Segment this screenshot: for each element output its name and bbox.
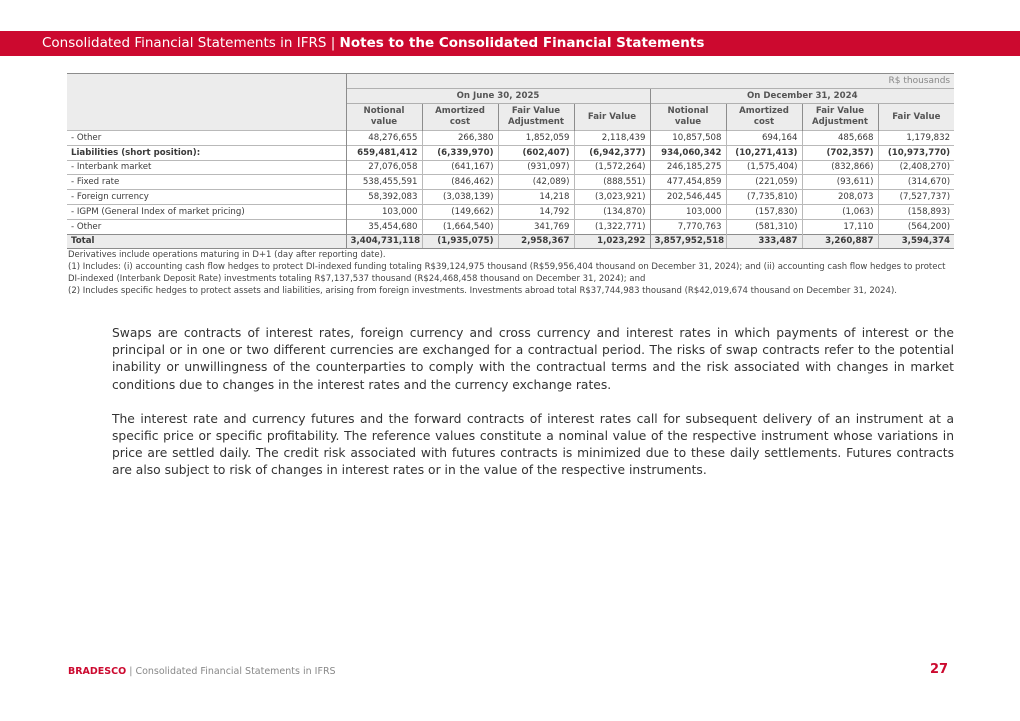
- cell-value: (564,200): [878, 219, 954, 234]
- header-title-bold: Notes to the Consolidated Financial Statements: [339, 35, 705, 51]
- cell-value: (1,575,404): [726, 160, 802, 175]
- cell-value: 694,164: [726, 131, 802, 146]
- cell-value: (1,935,075): [422, 234, 498, 249]
- cell-value: 27,076,058: [346, 160, 422, 175]
- column-header: Amortized cost: [422, 104, 498, 131]
- cell-value: 3,260,887: [802, 234, 878, 249]
- table-corner: [67, 74, 346, 131]
- cell-value: 477,454,859: [650, 175, 726, 190]
- cell-value: (581,310): [726, 219, 802, 234]
- cell-value: (1,572,264): [574, 160, 650, 175]
- cell-value: 14,792: [498, 204, 574, 219]
- footer-text: Consolidated Financial Statements in IFRS: [135, 666, 336, 677]
- table-body: [67, 131, 954, 249]
- page-title: [42, 35, 704, 51]
- cell-value: (221,059): [726, 175, 802, 190]
- period-header-1: On June 30, 2025: [346, 89, 650, 104]
- cell-value: (846,462): [422, 175, 498, 190]
- column-header: Notional value: [346, 104, 422, 131]
- cell-value: 48,276,655: [346, 131, 422, 146]
- paragraph: Swaps are contracts of interest rates, foreign currency and cross currency and interest rates in which payments of interest or the principal or in one or two different currencies are exchanged for a contractual period. The risks of swap contracts refer to the potential inability or unwillingness of the counterparties to comply with the contractual terms and the risk associated with changes in market conditions due to changes in the interest rates and the currency exchange rates.: [112, 326, 954, 392]
- cell-value: (158,893): [878, 204, 954, 219]
- table-row: [67, 204, 954, 219]
- column-header: Notional value: [650, 104, 726, 131]
- cell-value: (93,611): [802, 175, 878, 190]
- cell-value: (7,527,737): [878, 190, 954, 205]
- cell-value: (157,830): [726, 204, 802, 219]
- cell-value: 3,857,952,518: [650, 234, 726, 249]
- row-label: - IGPM (General Index of market pricing): [67, 204, 346, 219]
- cell-value: (6,339,970): [422, 145, 498, 160]
- note-text: (1) Includes: (i) accounting cash flow hedges to protect DI-indexed funding totaling R$39,124,975 thousand (R$59,956,404 thousand on December 31, 2024); and (ii) accounting cash flow hedges to protect DI-indexed (Interbank Deposit Rate) investments totaling R$7,137,537 thousand (R$24,468,458 thousand on December 31, 2024); and: [68, 262, 946, 284]
- table-row: [67, 145, 954, 160]
- cell-value: 246,185,275: [650, 160, 726, 175]
- header-title-light: Consolidated Financial Statements in IFRS: [42, 35, 327, 51]
- cell-value: (2,408,270): [878, 160, 954, 175]
- cell-value: (888,551): [574, 175, 650, 190]
- row-label: - Interbank market: [67, 160, 346, 175]
- cell-value: (1,664,540): [422, 219, 498, 234]
- cell-value: 3,594,374: [878, 234, 954, 249]
- cell-value: 934,060,342: [650, 145, 726, 160]
- footer-brand: BRADESCO: [68, 666, 127, 677]
- period-header-2: On December 31, 2024: [650, 89, 954, 104]
- column-header: Fair Value: [878, 104, 954, 131]
- table-row: [67, 160, 954, 175]
- derivatives-table: [67, 73, 954, 249]
- cell-value: 2,118,439: [574, 131, 650, 146]
- cell-value: 538,455,591: [346, 175, 422, 190]
- cell-value: 14,218: [498, 190, 574, 205]
- cell-value: 17,110: [802, 219, 878, 234]
- cell-value: (42,089): [498, 175, 574, 190]
- cell-value: 3,404,731,118: [346, 234, 422, 249]
- footer-separator: |: [126, 666, 136, 677]
- cell-value: (641,167): [422, 160, 498, 175]
- cell-value: (702,357): [802, 145, 878, 160]
- row-label: - Fixed rate: [67, 175, 346, 190]
- body-text: [112, 325, 954, 497]
- cell-value: (832,866): [802, 160, 878, 175]
- note-text: Derivatives include operations maturing in D+1 (day after reporting date).: [68, 250, 386, 260]
- cell-value: (149,662): [422, 204, 498, 219]
- column-header: Fair Value Adjustment: [802, 104, 878, 131]
- cell-value: 341,769: [498, 219, 574, 234]
- row-label: - Foreign currency: [67, 190, 346, 205]
- cell-value: 35,454,680: [346, 219, 422, 234]
- cell-value: (314,670): [878, 175, 954, 190]
- cell-value: (1,322,771): [574, 219, 650, 234]
- table-notes: [68, 249, 958, 297]
- row-label: - Other: [67, 219, 346, 234]
- note-text: (2) Includes specific hedges to protect assets and liabilities, arising from foreign investments. Investments abroad total R$37,744,983 thousand (R$42,019,674 thousand on December 31, 2024).: [68, 286, 897, 296]
- cell-value: 1,852,059: [498, 131, 574, 146]
- cell-value: (602,407): [498, 145, 574, 160]
- cell-value: 58,392,083: [346, 190, 422, 205]
- cell-value: 103,000: [346, 204, 422, 219]
- cell-value: (3,038,139): [422, 190, 498, 205]
- table-row: [67, 175, 954, 190]
- paragraph: The interest rate and currency futures and the forward contracts of interest rates call for subsequent delivery of an instrument at a specific price or specific profitability. The reference values constitute a nominal value of the respective instrument whose variations in price are settled daily. The credit risk associated with futures contracts is minimized due to these daily settlements. Futures contracts are also subject to risk of changes in interest rates or in the value of the respective instruments.: [112, 411, 954, 478]
- cell-value: (10,271,413): [726, 145, 802, 160]
- table-row: [67, 131, 954, 146]
- cell-value: (6,942,377): [574, 145, 650, 160]
- cell-value: 659,481,412: [346, 145, 422, 160]
- row-label: Liabilities (short position):: [67, 145, 346, 160]
- cell-value: 103,000: [650, 204, 726, 219]
- total-row: [67, 234, 954, 249]
- row-label: Total: [67, 234, 346, 249]
- cell-value: (3,023,921): [574, 190, 650, 205]
- column-header: Amortized cost: [726, 104, 802, 131]
- cell-value: 1,179,832: [878, 131, 954, 146]
- cell-value: (7,735,810): [726, 190, 802, 205]
- cell-value: (931,097): [498, 160, 574, 175]
- cell-value: 208,073: [802, 190, 878, 205]
- cell-value: 202,546,445: [650, 190, 726, 205]
- cell-value: 1,023,292: [574, 234, 650, 249]
- unit-label: R$ thousands: [346, 74, 954, 89]
- cell-value: (1,063): [802, 204, 878, 219]
- column-header: Fair Value Adjustment: [498, 104, 574, 131]
- row-label: - Other: [67, 131, 346, 146]
- cell-value: 266,380: [422, 131, 498, 146]
- column-header: Fair Value: [574, 104, 650, 131]
- footer: [68, 666, 336, 677]
- header-separator: |: [326, 35, 340, 51]
- cell-value: 485,668: [802, 131, 878, 146]
- table-row: [67, 219, 954, 234]
- cell-value: (10,973,770): [878, 145, 954, 160]
- cell-value: (134,870): [574, 204, 650, 219]
- cell-value: 10,857,508: [650, 131, 726, 146]
- table-row: [67, 190, 954, 205]
- cell-value: 7,770,763: [650, 219, 726, 234]
- cell-value: 333,487: [726, 234, 802, 249]
- cell-value: 2,958,367: [498, 234, 574, 249]
- page-number: 27: [930, 662, 949, 677]
